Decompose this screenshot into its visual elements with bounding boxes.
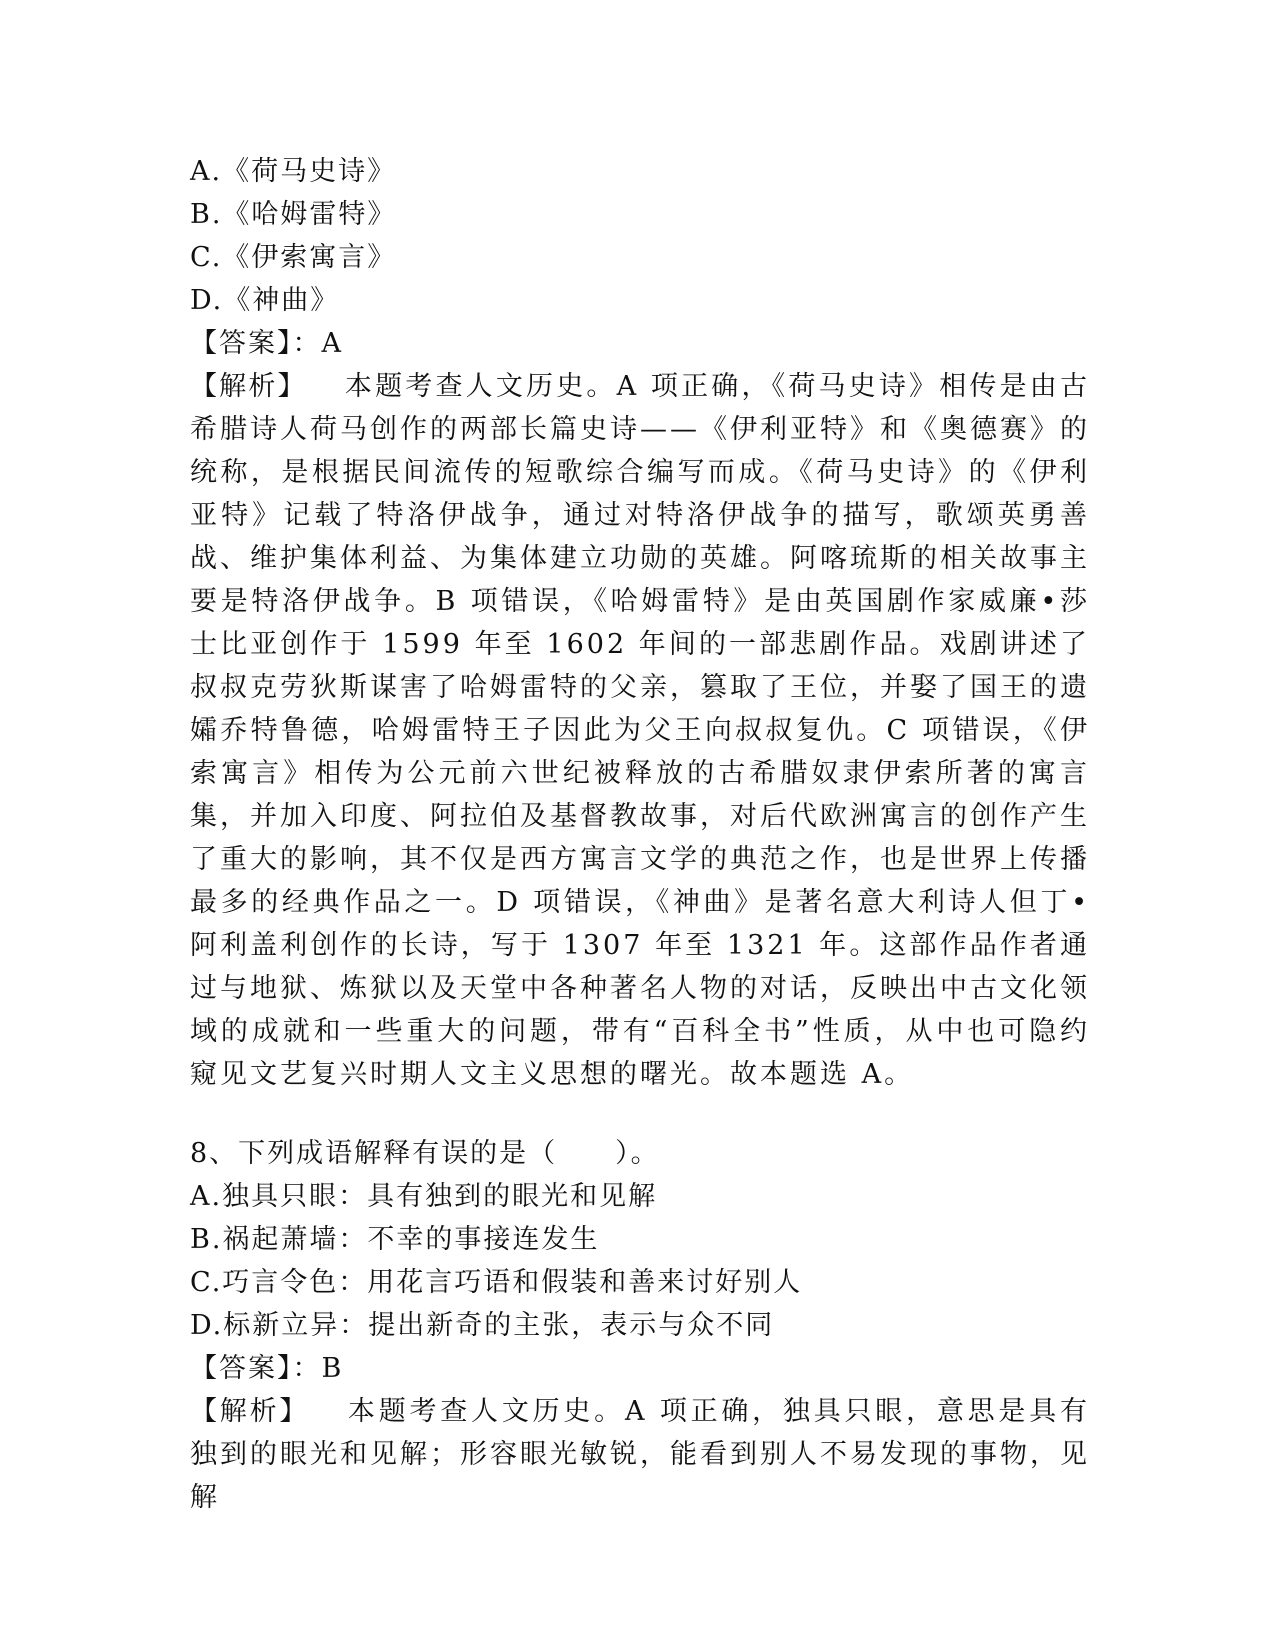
q8-analysis-text: 本题考查人文历史。A 项正确，独具只眼，意思是具有独到的眼光和见解；形容眼光敏锐，能看到别人不易发现的事物，见解 (190, 1396, 1090, 1513)
q8-stem: 8、下列成语解释有误的是（ ）。 (190, 1138, 660, 1169)
q8-answer: 【答案】：B (190, 1353, 344, 1384)
page-content (190, 150, 1090, 1519)
q8-analysis-label: 【解析】 (190, 1396, 310, 1427)
q7-option-a: A.《荷马史诗》 (190, 156, 397, 187)
q7-option-c: C.《伊索寓言》 (190, 242, 397, 273)
q7-analysis-label: 【解析】 (190, 371, 307, 402)
q8-analysis (190, 1390, 1090, 1519)
q7-answer: 【答案】：A (190, 328, 343, 359)
q7-option-d: D.《神曲》 (190, 285, 340, 316)
q7-analysis (190, 365, 1090, 1096)
q8-option-b: B.祸起萧墙：不幸的事接连发生 (190, 1224, 600, 1255)
question-gap (190, 1096, 1090, 1132)
q7-option-b: B.《哈姆雷特》 (190, 199, 397, 230)
q8-option-c: C.巧言令色：用花言巧语和假装和善来讨好别人 (190, 1267, 803, 1298)
q7-analysis-text: 本题考查人文历史。A 项正确，《荷马史诗》相传是由古希腊诗人荷马创作的两部长篇史诗——《伊利亚特》和《奥德赛》的统称，是根据民间流传的短歌综合编写而成。《荷马史诗》的《伊利亚特》记载了特洛伊战争，通过对特洛伊战争的描写，歌颂英勇善战、维护集体利益、为集体建立功勋的英雄。阿喀琉斯的相关故事主要是特洛伊战争。B 项错误，《哈姆雷特》是由英国剧作家威廉•莎士比亚创作于 1599 年至 1602 年间的一部悲剧作品。戏剧讲述了叔叔克劳狄斯谋害了哈姆雷特的父亲，篡取了王位，并娶了国王的遗孀乔特鲁德，哈姆雷特王子因此为父王向叔叔复仇。C 项错误，《伊索寓言》相传为公元前六世纪被释放的古希腊奴隶伊索所著的寓言集，并加入印度、阿拉伯及基督教故事，对后代欧洲寓言的创作产生了重大的影响，其不仅是西方寓言文学的典范之作，也是世界上传播最多的经典作品之一。D 项错误，《神曲》是著名意大利诗人但丁•阿利盖利创作的长诗，写于 1307 年至 1321 年。这部作品作者通过与地狱、炼狱以及天堂中各种著名人物的对话，反映出中古文化领域的成就和一些重大的问题，带有“百科全书”性质，从中也可隐约窥见文艺复兴时期人文主义思想的曙光。故本题选 A。 (190, 371, 1090, 1090)
q8-option-a: A.独具只眼：具有独到的眼光和见解 (190, 1181, 658, 1212)
q8-option-d: D.标新立异：提出新奇的主张，表示与众不同 (190, 1310, 775, 1341)
